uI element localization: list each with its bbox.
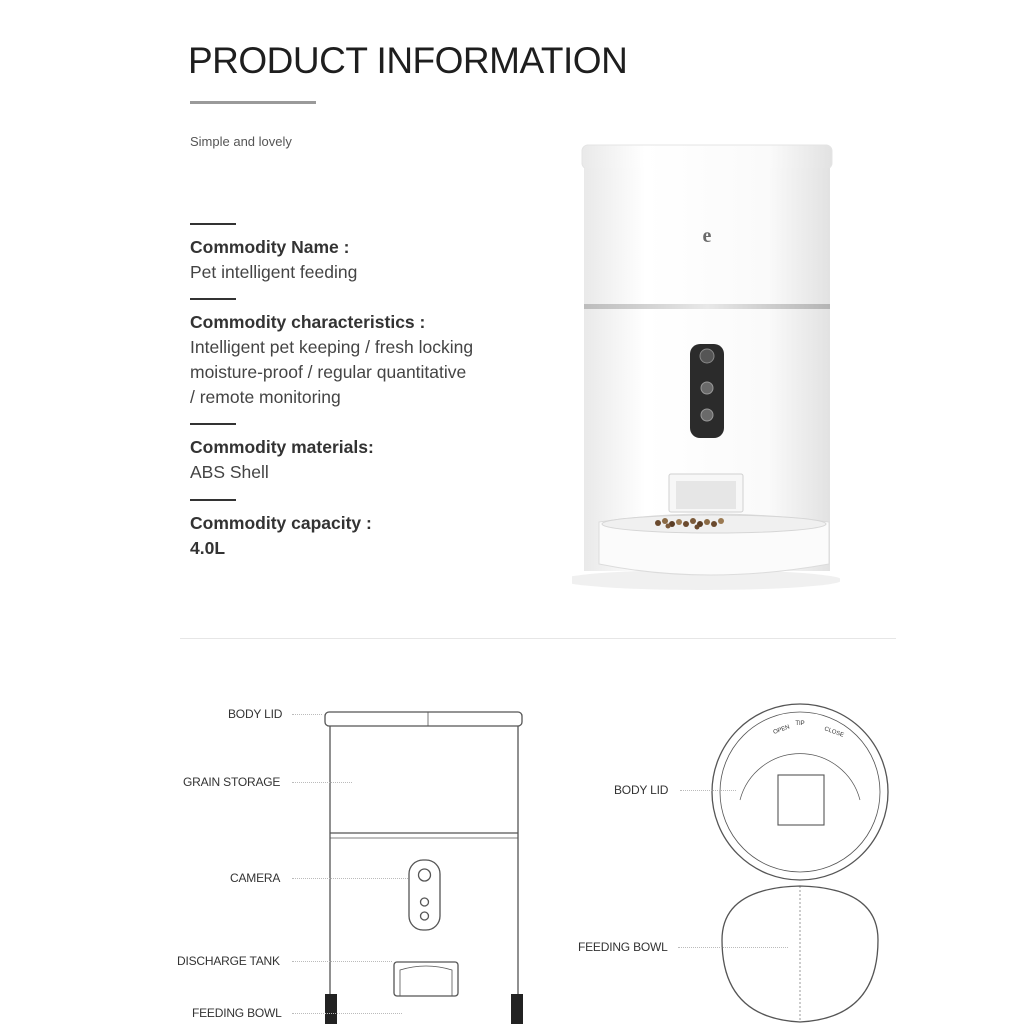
section-divider (180, 638, 896, 639)
spec-name (190, 223, 357, 285)
callout-leader (292, 961, 392, 962)
camera-button-icon (701, 409, 713, 421)
diagram-discharge-tank (394, 962, 458, 996)
callout-top-body-lid: BODY LID (614, 783, 669, 797)
spec-label: Commodity Name : (190, 237, 350, 257)
dial-close-label: CLOSE (823, 726, 845, 739)
camera-button-icon (701, 382, 713, 394)
callout-discharge-tank: DISCHARGE TANK (177, 954, 280, 968)
callout-feeding-bowl: FEEDING BOWL (192, 1006, 282, 1020)
callout-grain-storage: GRAIN STORAGE (183, 775, 281, 789)
callout-body-lid: BODY LID (228, 707, 283, 721)
camera-lens-icon (700, 349, 714, 363)
callout-leader (680, 790, 736, 791)
spec-value: Intelligent pet keeping / fresh locking (190, 337, 474, 357)
callout-top-feeding-bowl: FEEDING BOWL (578, 940, 668, 954)
diagram-bowl-left (325, 994, 337, 1024)
spec-label: Commodity characteristics : (190, 312, 426, 332)
title-underline (190, 101, 316, 104)
subtitle: Simple and lovely (190, 134, 292, 149)
callout-leader (292, 714, 322, 715)
spec-dash (190, 298, 236, 300)
spec-value: / remote monitoring (190, 387, 341, 407)
front-diagram (320, 700, 540, 1024)
brand-logo-icon: e (702, 225, 712, 247)
spec-dash (190, 423, 236, 425)
top-diagram (700, 700, 900, 1024)
page-title: PRODUCT INFORMATION (188, 40, 628, 81)
top-inner-ring (720, 712, 880, 872)
dial-tip-label: TIP (795, 721, 805, 727)
spec-label: Commodity materials: (190, 437, 374, 457)
product-photo (572, 140, 840, 610)
dial-open-label: OPEN (772, 724, 791, 736)
spec-dash (190, 223, 236, 225)
spec-value: 4.0L (190, 538, 226, 558)
diagram-body-sides (330, 726, 518, 1016)
discharge-opening (676, 481, 736, 509)
spec-materials (190, 423, 374, 485)
spec-value: Pet intelligent feeding (190, 262, 358, 282)
spec-dash (190, 499, 236, 501)
top-outer-ring (712, 704, 888, 880)
diagram-bowl-right (511, 994, 523, 1024)
top-lid-window (778, 775, 824, 825)
callout-camera: CAMERA (230, 871, 281, 885)
spec-value: moisture-proof / regular quantitative (190, 362, 467, 382)
diagram-button-icon (421, 898, 429, 906)
photo-lid (582, 145, 832, 169)
spec-label: Commodity capacity : (190, 513, 372, 533)
photo-ring (584, 304, 830, 309)
spec-value: ABS Shell (190, 462, 269, 482)
spec-capacity (190, 499, 372, 561)
callout-leader (678, 947, 788, 948)
callout-leader (292, 878, 408, 879)
callout-leader (292, 782, 352, 783)
diagram-camera-lens-icon (419, 869, 431, 881)
diagram-lid (325, 712, 522, 726)
diagram-button-icon (421, 912, 429, 920)
callout-leader (292, 1013, 402, 1014)
spec-characteristics (190, 298, 473, 410)
